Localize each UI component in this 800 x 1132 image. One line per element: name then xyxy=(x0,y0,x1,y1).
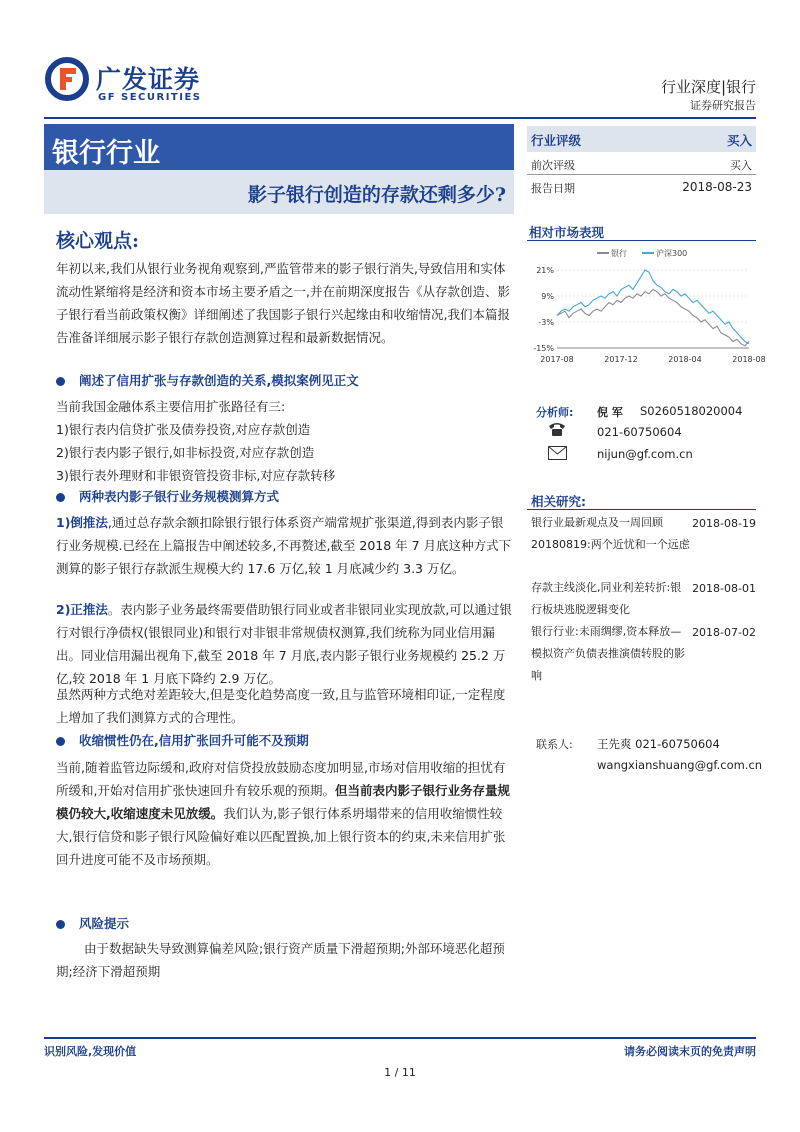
bullet-heading-1 xyxy=(56,371,359,389)
series-line xyxy=(557,290,749,346)
rating-value: 买入 xyxy=(726,133,752,148)
path-item: 1)银行表内信贷扩张及债券投资,对应存款创造 xyxy=(56,422,311,437)
footer-slogan: 识别风险,发现价值 xyxy=(44,1045,137,1058)
legend-label: 银行 xyxy=(611,249,627,258)
related-date: 2018-08-19 xyxy=(692,517,756,530)
method2-text: 。表内影子业务最终需要借助银行同业或者非银同业实现放款,可以通过银行对银行净债权(银银同业)和银行对非银非常规债权测算,我们统称为同业信用漏出。同业信用漏出视角下,截至 2018 年 7 月底,表内影子银行业务规模约 25.2 万亿,较 2018 年 1 月底下降约 2.9 万亿。 xyxy=(56,602,512,686)
legend-label: 沪深300 xyxy=(656,249,688,258)
path-item: 2)银行表内影子银行,如非标投资,对应存款创造 xyxy=(56,445,315,460)
footer-divider xyxy=(44,1037,756,1039)
y-tick-label: 9% xyxy=(541,292,554,301)
x-tick-label: 2017-12 xyxy=(604,355,638,364)
relative-performance-chart xyxy=(527,244,766,372)
contact-email: wangxianshuang@gf.com.cn xyxy=(597,758,763,772)
phone-icon xyxy=(548,421,566,437)
divider xyxy=(527,174,756,175)
method1-paragraph xyxy=(56,511,514,580)
bullet-heading-3 xyxy=(56,731,309,749)
contact-label: 联系人: xyxy=(536,738,573,751)
y-tick-label: 21% xyxy=(536,266,554,275)
method2-label: 2)正推法 xyxy=(56,602,108,617)
analyst-phone: 021-60750604 xyxy=(597,425,682,439)
header-divider xyxy=(44,117,756,119)
x-tick-label: 2018-08 xyxy=(732,355,766,364)
paths-intro: 当前我国金融体系主要信用扩张路径有三: xyxy=(56,399,286,414)
prev-rating-label: 前次评级 xyxy=(531,159,575,172)
related-date: 2018-07-02 xyxy=(692,626,756,639)
report-date-label: 报告日期 xyxy=(531,182,575,195)
related-item[interactable]: 存款主线淡化,同业利差转折:银行板块逃脱逻辑变化 xyxy=(531,581,682,616)
industry-title: 银行行业 xyxy=(52,138,160,169)
page-number: 1 / 11 xyxy=(384,1066,416,1079)
para3-bold: 但当前表内影子银行业务存量规模仍较大,收缩速度未见放缓。 xyxy=(56,783,510,821)
series-line xyxy=(557,270,749,344)
related-item[interactable]: 银行行业:未雨绸缪,资本释放—模拟资产负债表推演债转股的影响 xyxy=(531,625,685,682)
bullet-text: 阐述了信用扩张与存款创造的关系,模拟案例见正文 xyxy=(79,373,359,388)
report-subtitle: 影子银行创造的存款还剩多少? xyxy=(247,184,506,206)
method1-text: ,通过总存款余额扣除银行银行体系资产端常规扩张渠道,得到表内影子银行业务规模.已经在上篇报告中阐述较多,不再赘述,截至 2018 年 7 月底这种方式下测算的影子银行存款派生规模大约 17.6 万亿,较 1 月底减少约 3.3 万亿。 xyxy=(56,515,512,576)
related-date: 2018-08-01 xyxy=(692,582,756,595)
intro-paragraph: 年初以来,我们从银行业务视角观察到,严监管带来的影子银行消失,导致信用和实体流动性紧缩将是经济和资本市场主要矛盾之一,并在前期深度报告《从存款创造、影子银行看当前政策权衡》详细阐述了我国影子银行兴起缘由和收缩情况,我们本篇报告准备详细展示影子银行存款创造测算过程和最新数据情况。 xyxy=(56,261,510,345)
bullet-text: 风险提示 xyxy=(79,916,130,931)
bullet-icon xyxy=(56,920,65,929)
bullet-heading-4 xyxy=(56,914,129,932)
path-item: 3)银行表外理财和非银资管投资非标,对应存款转移 xyxy=(56,468,336,483)
divider xyxy=(527,509,756,510)
method1-label: 1)倒推法 xyxy=(56,515,108,530)
rating-label: 行业评级 xyxy=(531,133,582,148)
core-view-title: 核心观点: xyxy=(56,230,140,252)
risk-paragraph: 由于数据缺失导致测算偏差风险;银行资产质量下滑超预期;外部环境恶化超预期;经济下滑超预期 xyxy=(56,941,505,979)
bullet-icon xyxy=(56,737,65,746)
para3-tail: 我们认为,影子银行体系坍塌带来的信用收缩惯性较大,银行信贷和影子银行风险偏好难以匹配置换,加上银行资本的约束,未来信用扩张回升进度可能不及市场预期。 xyxy=(56,806,506,867)
footer-disclaimer: 请务必阅读末页的免责声明 xyxy=(624,1045,756,1058)
contact-name-phone: 王先爽 021-60750604 xyxy=(597,737,720,751)
analyst-name: 倪 军 xyxy=(597,406,623,419)
bullet-icon xyxy=(56,493,65,502)
analyst-email: nijun@gf.com.cn xyxy=(597,447,693,461)
prev-rating-value: 买入 xyxy=(730,159,752,172)
conclusion-paragraph: 虽然两种方式绝对差距较大,但是变化趋势高度一致,且与监管环境相印证,一定程度上增加了我们测算方式的合理性。 xyxy=(56,687,506,725)
bullet-text: 两种表内影子银行业务规模测算方式 xyxy=(79,489,280,504)
related-title: 相关研究: xyxy=(531,494,586,509)
email-icon xyxy=(548,446,567,460)
report-date-value: 2018-08-23 xyxy=(682,180,752,194)
para3 xyxy=(56,756,514,871)
divider xyxy=(527,240,756,241)
analyst-cert: S0260518020004 xyxy=(640,404,743,418)
para3-text: 当前,随着监管边际缓和,政府对信贷投放鼓励态度加明显,市场对信用收缩的担忧有所缓和,开始对信用扩张快速回升有较乐观的预期。 xyxy=(56,760,506,798)
analyst-label: 分析师: xyxy=(536,406,574,419)
logo-english: GF SECURITIES xyxy=(98,92,202,103)
report-type: 行业深度|银行 xyxy=(660,78,756,96)
report-subtype: 证券研究报告 xyxy=(690,99,756,112)
y-tick-label: -15% xyxy=(533,344,554,353)
market-chart-title: 相对市场表现 xyxy=(529,225,605,240)
y-tick-label: -3% xyxy=(538,318,554,327)
logo-text: 广发证券 xyxy=(96,65,201,94)
bullet-heading-2 xyxy=(56,487,279,505)
gf-logo-icon xyxy=(46,58,88,100)
x-tick-label: 2018-04 xyxy=(668,355,702,364)
bullet-icon xyxy=(56,377,65,386)
method2-paragraph xyxy=(56,598,514,690)
bullet-text: 收缩惯性仍在,信用扩张回升可能不及预期 xyxy=(79,733,309,748)
related-item[interactable]: 银行业最新观点及一周回顾 20180819:两个近忧和一个远虑 xyxy=(531,516,690,551)
x-tick-label: 2017-08 xyxy=(540,355,574,364)
